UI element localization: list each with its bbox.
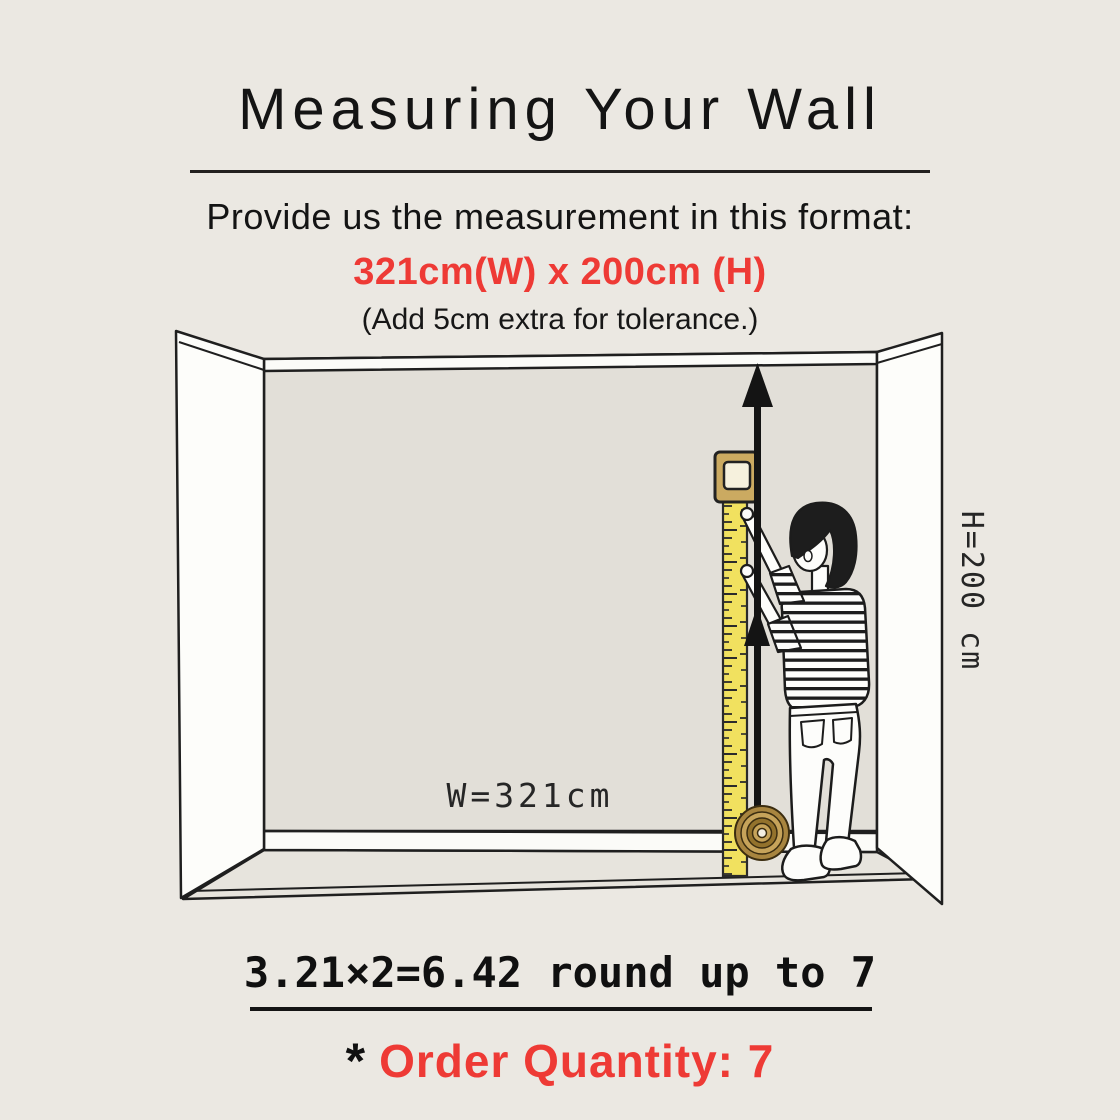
height-measurement-label: H=200 cm [954, 510, 989, 672]
order-asterisk: * [345, 1033, 366, 1089]
tolerance-note: (Add 5cm extra for tolerance.) [361, 303, 759, 336]
person-lower-hand [741, 565, 753, 577]
room-left-wall [176, 331, 264, 898]
tape-coil [735, 806, 789, 860]
person-ear [804, 551, 812, 562]
order-quantity-row [0, 1034, 1120, 1089]
width-measurement-label: W=321cm [446, 776, 614, 815]
formula-underline [250, 1007, 872, 1011]
tape-case-window [724, 462, 750, 489]
person-upper-hand [741, 508, 753, 520]
room-right-wall [877, 333, 942, 904]
page-title: Measuring Your Wall [238, 77, 882, 142]
subtitle: Provide us the measurement in this format: [206, 196, 914, 237]
order-quantity-label: Order Quantity: 7 [379, 1035, 775, 1087]
quantity-calculation: 3.21×2=6.42 round up to 7 [243, 948, 877, 997]
person-shoe-back [821, 837, 861, 869]
measurement-format-example: 321cm(W) x 200cm (H) [353, 251, 767, 293]
